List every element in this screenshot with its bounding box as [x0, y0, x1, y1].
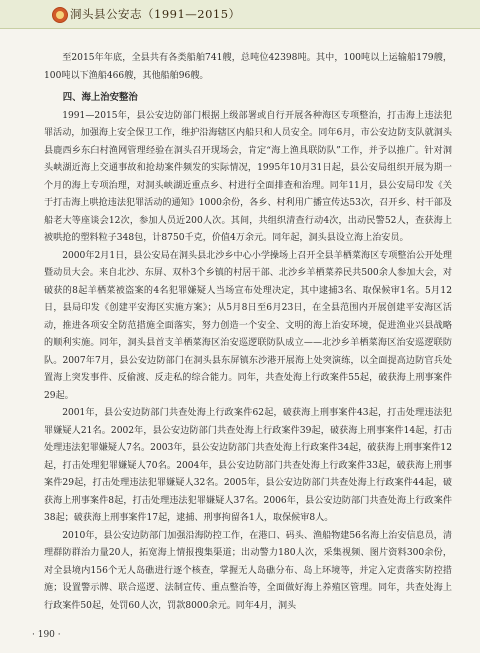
paragraph: 2000年2月1日，县公安局在洞头县北沙乡中心小学操场上召开全县羊栖菜海区专项整治公开处理暨动员大会。来自北沙、东屏、双朴3个乡镇的村居干部、北沙乡羊栖菜养民共500余人参加大会，对破获的8起羊栖菜被盗案的4名犯罪嫌疑人当场宣布处理决定，其中逮捕3名、取保候审1名。5月12日，县局印发《创建平安海区实施方案》；从5月8日至6月23日，在全县范围内开展创建平安海区活动，推进各项安全防范措施全面落实，努力创造一个安全、文明的海上治安环境，促进渔业兴县战略的顺利实施。同年，洞头县首支羊栖菜海区治安巡逻联防队成立——北沙乡羊栖菜海区治安巡逻联防队。2007年7月，县公安边防部门在洞头县东屏镇东沙港开展海上处突演练，以全面提高边防官兵处置海上突发事件、反偷渡、反走私的综合能力。同年，共查处海上行政案件55起，破获海上刑事案件29起。	[44, 250, 452, 401]
section-heading: 四、海上治安整治	[62, 92, 138, 103]
page-number: · 190 ·	[32, 630, 61, 640]
page-body	[44, 50, 452, 615]
intro-paragraph: 至2015年年底，全县共有各类船舶741艘，总吨位42398吨。其中，100吨以上运输船179艘，100吨以下渔船466艘，其他船舶96艘。	[44, 53, 452, 81]
paragraph: 2010年，县公安边防部门加强沿海防控工作，在港口、码头、渔船物建56名海上治安信息员，清理群防群治力量20人，拓宽海上情报搜集渠道；出动警力180人次，采集视频、图片资料300余份，对全县境内156个无人岛礁进行逐个核查，掌握无人岛礁分布、岛上环境等，并定入定责落实防控措施；设置警示牌、联合巡逻、法制宣传、重点整治等，全面做好海上养殖区管理。同年，共查处海上行政案件50起，处罚60人次，罚款8000余元。同年4月，洞头	[44, 530, 452, 611]
running-title: 洞头县公安志（1991—2015）	[70, 7, 241, 21]
paragraph: 1991—2015年，县公安边防部门根据上级部署或自行开展各种海区专项整治，打击海上违法犯罪活动，加强海上安全保卫工作，维护沿海辖区内船只和人员安全。同年6月，市公安边防支队就洞头县鹿西乡东臼村渔网管理经验在洞头召开现场会，肯定“海上渔具联防队”工作，并予以推广。针对洞头峡湖近海上交通事故和抢劫案件频发的实际情况，1995年10月31日起，县公安局组织开展为期一个月的海上专项治理，对洞头峡湖近重点乡、村进行全面排查和治理。同年11月，县公安局印发《关于打击海上哄抢违法犯罪活动的通知》1000余份，各乡、村利用广播宣传达53次，召开乡、村干部及船老大等座谈会12次，参加人员近200人次。其间，共组织清查行动4次，出动民警52人，查获海上被哄抢的塑料粒子348包，计8750千克，价值4万余元。同年起，洞头县设立海上治安员。	[44, 110, 452, 243]
page-header	[0, 0, 480, 29]
paragraph: 2001年，县公安边防部门共查处海上行政案件62起，破获海上刑事案件43起，打击处理违法犯罪嫌疑人21名。2002年，县公安边防部门共查处海上行政案件39起，破获海上刑事案件14起，打击处理违法犯罪嫌疑人7名。2003年，县公安边防部门共查处海上行政案件34起，破获海上刑事案件12起，打击处理犯罪嫌疑人70名。2004年，县公安边防部门共查处海上行政案件33起，破获海上刑事案件29起，打击处理违法犯罪嫌疑人32名。2005年，县公安边防部门共查处海上行政案件44起，破获海上刑事案件8起，打击处理违法犯罪嫌疑人37名。2006年，县公安边防部门共查处海上行政案件38起；破获海上刑事案件17起，逮捕、刑事拘留各1人，取保候审8人。	[44, 408, 452, 523]
police-emblem-icon	[52, 7, 68, 23]
